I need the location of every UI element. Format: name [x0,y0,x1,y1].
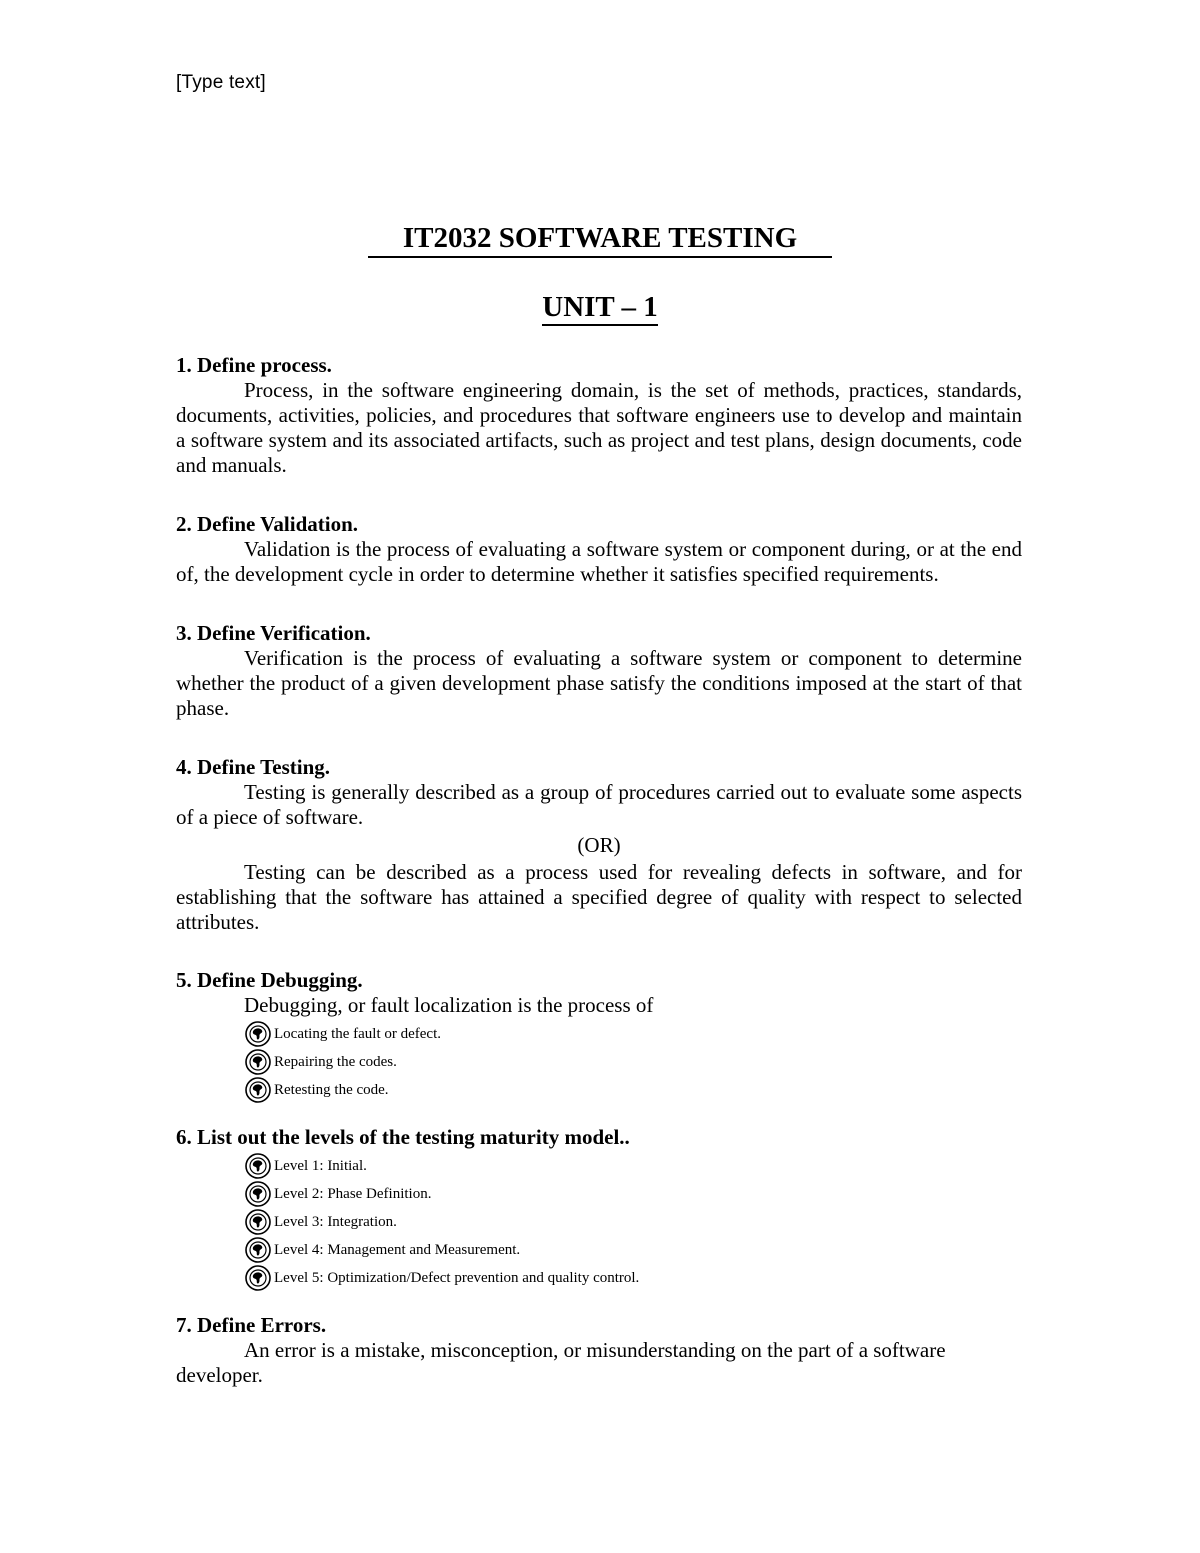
list-item-text: Level 2: Phase Definition. [274,1185,432,1202]
question-title: 7. Define Errors. [176,1313,327,1337]
list-item [244,1236,1022,1264]
list-item-text: Level 4: Management and Measurement. [274,1241,521,1258]
question-title: 6. List out the levels of the testing maturity model.. [176,1125,630,1149]
header-placeholder: [Type text] [176,72,266,93]
list-item-text: Level 3: Integration. [274,1213,397,1230]
bullet-list [176,1152,1022,1292]
question-title: 1. Define process. [176,353,332,377]
question-2 [176,511,1022,587]
globe-icon [244,1048,272,1076]
list-item [244,1076,1022,1104]
question-3 [176,620,1022,721]
list-item [244,1180,1022,1208]
list-item-text: Repairing the codes. [274,1053,397,1070]
question-answer: Testing is generally described as a group of procedures carried out to evaluate some aspects of a piece of software. [176,780,1022,829]
question-answer: Validation is the process of evaluating a software system or component during, or at the end of, the development cycle in order to determine whether it satisfies specified requirements. [176,537,1022,586]
bullet-list [176,1020,1022,1104]
question-title: 4. Define Testing. [176,755,331,779]
list-item-text: Level 5: Optimization/Defect prevention and quality control. [274,1269,640,1286]
unit-heading-wrap [0,290,1200,326]
globe-icon [244,1208,272,1236]
globe-icon [244,1264,272,1292]
question-1 [176,352,1022,478]
question-answer: Process, in the software engineering domain, is the set of methods, practices, standards, documents, activities, policies, and procedures that software engineers use to develop and maintain a software system and its associated artifacts, such as project and test plans, design documents, code and manuals. [176,378,1022,477]
question-5 [176,967,1022,1104]
question-title: 2. Define Validation. [176,512,359,536]
or-separator: (OR) [577,833,621,857]
document-body [176,352,1022,1388]
globe-icon [244,1180,272,1208]
question-4 [176,754,1022,935]
list-item-text: Retesting the code. [274,1081,389,1098]
question-answer: Verification is the process of evaluating a software system or component to determine whether the product of a given development phase satisfy the conditions imposed at the start of that phase. [176,646,1022,720]
question-title: 3. Define Verification. [176,621,371,645]
globe-icon [244,1152,272,1180]
question-7 [176,1312,1022,1388]
list-item [244,1020,1022,1048]
globe-icon [244,1236,272,1264]
question-title: 5. Define Debugging. [176,968,363,992]
question-6 [176,1124,1022,1292]
document-title: IT2032 SOFTWARE TESTING [368,220,832,258]
question-answer-alt: Testing can be described as a process used for revealing defects in software, and for establishing that the software has attained a specified degree of quality with respect to selected attributes. [176,860,1022,934]
globe-icon [244,1020,272,1048]
list-item-text: Level 1: Initial. [274,1157,367,1174]
list-item [244,1264,1022,1292]
list-item-text: Locating the fault or defect. [274,1025,442,1042]
question-answer: An error is a mistake, misconception, or misunderstanding on the part of a software developer. [176,1338,946,1387]
globe-icon [244,1076,272,1104]
unit-heading: UNIT – 1 [542,290,658,326]
list-item [244,1048,1022,1076]
list-item [244,1152,1022,1180]
question-answer: Debugging, or fault localization is the process of [244,993,654,1017]
list-item [244,1208,1022,1236]
